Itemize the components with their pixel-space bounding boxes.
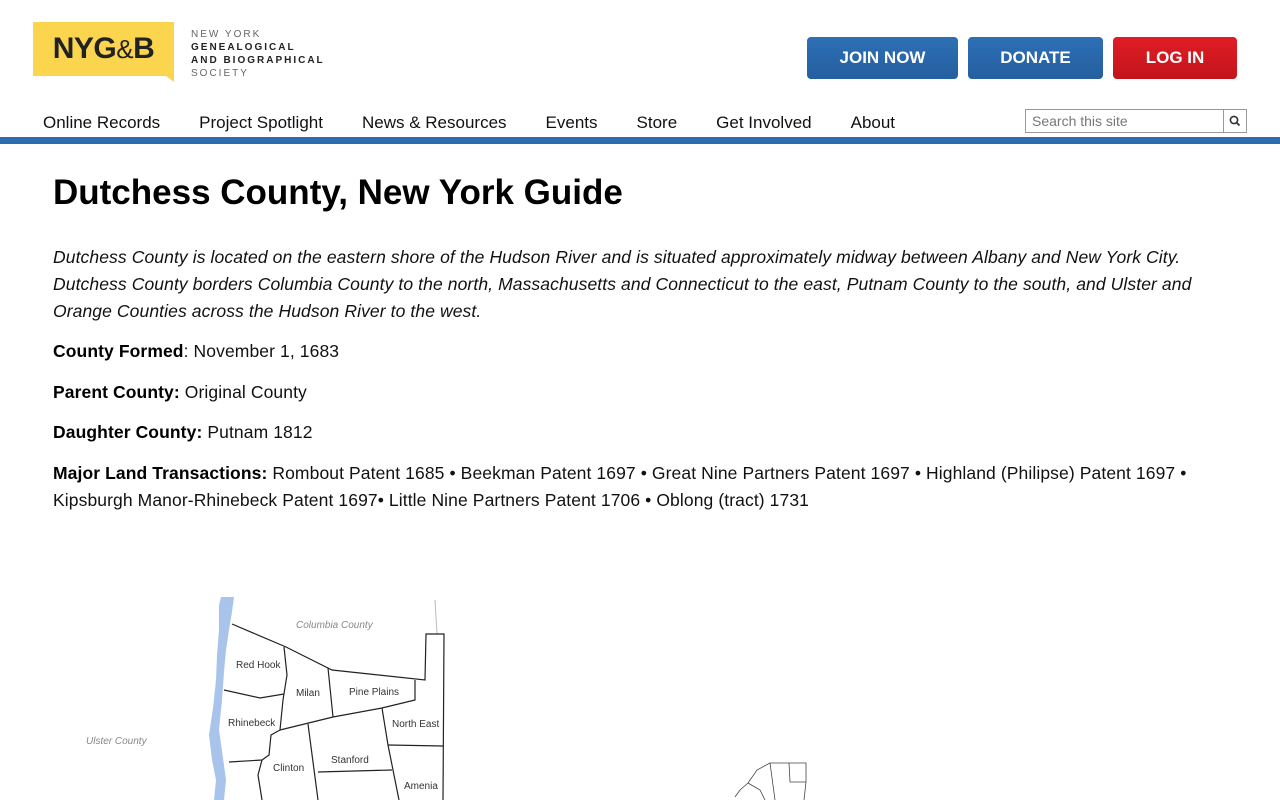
fact-daughter-county <box>53 419 1233 446</box>
search-input[interactable] <box>1026 110 1223 132</box>
fact-parent-county <box>53 379 1233 406</box>
fact-value: Putnam 1812 <box>207 422 313 442</box>
map-label-rhinebeck: Rhinebeck <box>228 718 276 729</box>
fact-sep: : <box>183 341 194 361</box>
logo-line-4: SOCIETY <box>191 68 249 79</box>
main-content <box>53 170 1233 527</box>
search-button[interactable] <box>1223 110 1246 132</box>
map-label-columbia-county: Columbia County <box>296 620 373 631</box>
logo-line-3: AND BIOGRAPHICAL <box>191 55 325 66</box>
fact-county-formed <box>53 338 1233 365</box>
fact-value: November 1, 1683 <box>193 341 340 361</box>
nav-news-resources[interactable]: News & Resources <box>361 113 507 132</box>
map-label-pine-plains: Pine Plains <box>349 687 400 698</box>
logo-mark <box>33 22 174 76</box>
nav-store[interactable]: Store <box>636 113 678 132</box>
map-label-red-hook: Red Hook <box>236 660 281 671</box>
logo-wordmark <box>191 28 325 80</box>
county-map <box>0 590 1280 800</box>
main-nav <box>43 113 934 133</box>
map-label-stanford: Stanford <box>331 755 369 766</box>
nav-accent-bar <box>0 137 1280 144</box>
fact-value: Original County <box>184 381 307 402</box>
logo-mark-right: B <box>133 32 155 65</box>
nav-about[interactable]: About <box>850 113 896 132</box>
nav-events[interactable]: Events <box>545 113 598 132</box>
nygb-logo[interactable] <box>33 22 325 80</box>
fact-major-land-transactions <box>53 460 1233 514</box>
search-icon <box>1229 115 1241 127</box>
site-header <box>0 0 1280 137</box>
fact-label: Parent County: <box>53 381 180 402</box>
logo-line-1: NEW YORK <box>191 29 262 40</box>
donate-button[interactable]: DONATE <box>968 37 1103 79</box>
map-label-north-east: North East <box>392 719 440 730</box>
header-actions <box>807 37 1237 79</box>
logo-mark-amp: & <box>116 33 134 64</box>
map-label-milan: Milan <box>296 688 320 699</box>
join-now-button[interactable]: JOIN NOW <box>807 37 958 79</box>
site-search <box>1025 109 1247 133</box>
map-label-amenia: Amenia <box>404 781 438 792</box>
map-label-clinton: Clinton <box>273 763 305 774</box>
hudson-river <box>209 597 234 800</box>
page-title: Dutchess County, New York Guide <box>53 173 623 212</box>
map-label-ulster-county: Ulster County <box>86 736 147 747</box>
county-intro: Dutchess County is located on the eastern shore of the Hudson River and is situated approximately midway between Albany and New York City. Dutchess County borders Columbia County to the north, Massachusetts and Connecticut to the east, Putnam County to the south, and Ulster and Orange Counties across the Hudson River to the west. <box>53 247 1192 321</box>
locator-map <box>735 763 806 800</box>
fact-label: Major Land Transactions: <box>53 462 268 483</box>
logo-line-2: GENEALOGICAL <box>191 42 296 53</box>
logo-mark-left: NYG <box>52 32 117 65</box>
fact-label: County Formed <box>53 341 184 361</box>
fact-label: Daughter County: <box>53 422 203 442</box>
dutchess-county-map-image <box>0 590 1280 800</box>
nav-project-spotlight[interactable]: Project Spotlight <box>199 113 323 132</box>
nav-get-involved[interactable]: Get Involved <box>716 113 812 132</box>
log-in-button[interactable]: LOG IN <box>1113 37 1237 79</box>
fact-value: Rombout Patent 1685 • Beekman Patent 1697 • Great Nine Partners Patent 1697 • Highland (Philipse) Patent 1697 • Kipsburgh Manor-Rhinebeck Patent 1697• Little Nine Partners Patent 1706 • Oblong (tract) 1731 <box>53 462 1187 510</box>
nav-online-records[interactable]: Online Records <box>43 113 161 132</box>
